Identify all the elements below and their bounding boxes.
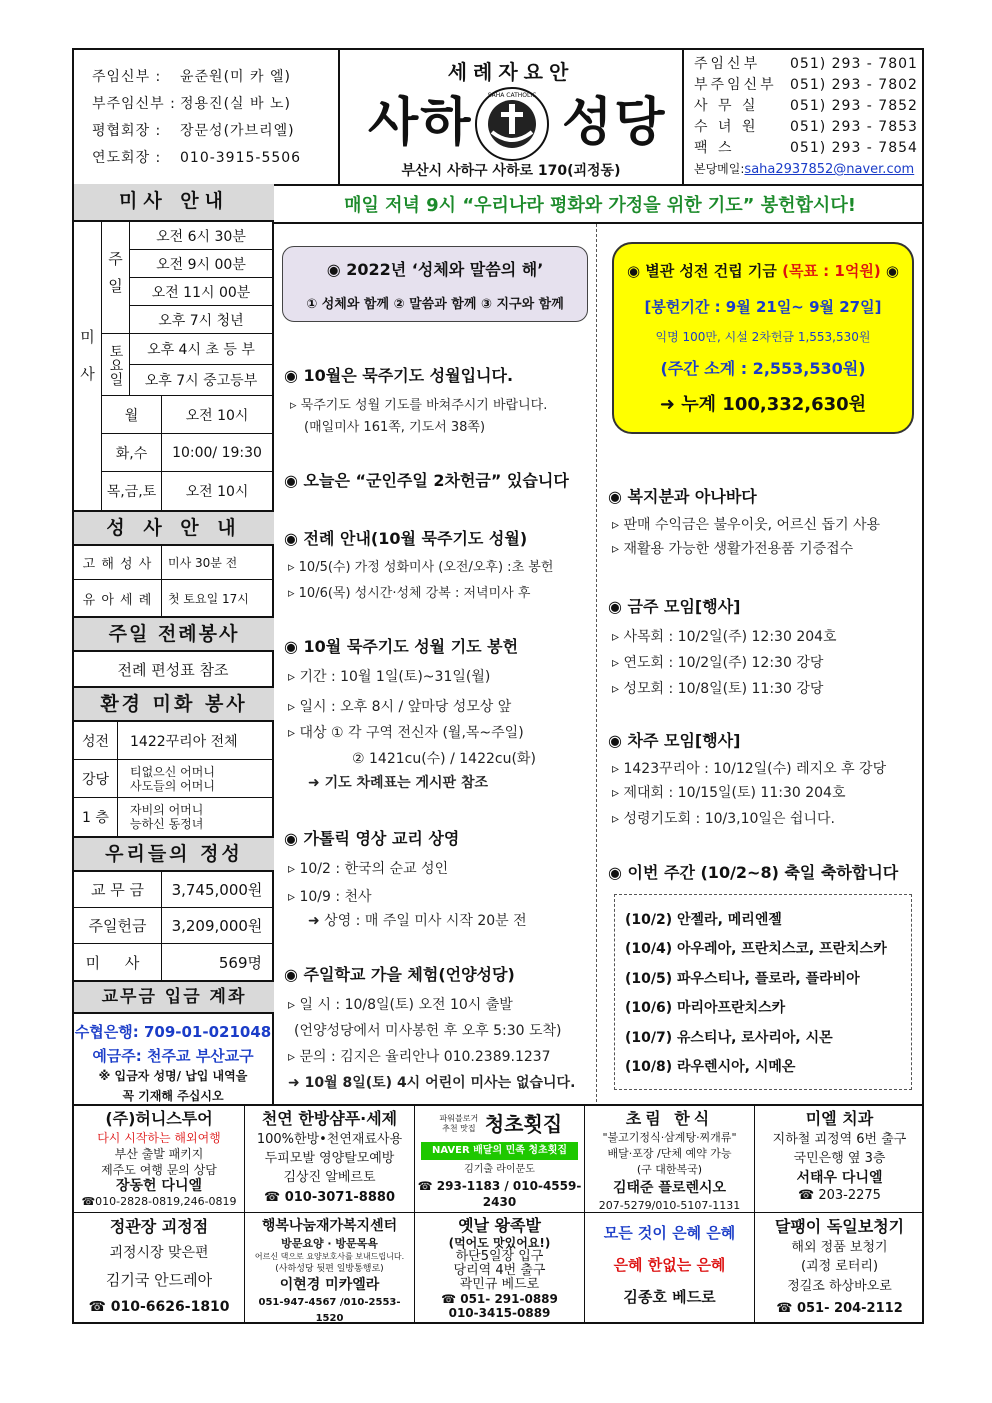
weekday-time: 오전 10시 <box>162 396 272 434</box>
label: 연도회장 : <box>92 150 162 166</box>
weekday-time: 오전 10시 <box>185 484 249 500</box>
notice-text: ▹ 일 시 : 10/8일(토) 오전 10시 출발 <box>288 997 513 1013</box>
divider <box>74 1212 924 1213</box>
ad-owner: 장동헌 다니엘 <box>115 1178 203 1194</box>
meeting-item: ▹ 제대회 : 10/15일(토) 11:30 204호 <box>612 785 846 801</box>
ad-title: 미엘 치과 <box>805 1109 874 1128</box>
mass-time: 오전 6시 30분 <box>130 222 272 250</box>
meeting-item: ▹ 연도회 : 10/2일(주) 12:30 강당 <box>612 655 824 671</box>
ad-line: 해외 정품 보청기 <box>791 1240 888 1255</box>
liturgy-guide-heading: ◉ 전례 안내(10월 묵주기도 성월) <box>284 529 528 548</box>
value: 윤준원(미 카 엘) <box>180 69 291 85</box>
ad-line: "불고기정식·삼계탕·찌개류" <box>602 1131 737 1144</box>
ad-phone: ☎ 293-1183 / 010-4559-2430 <box>417 1179 582 1209</box>
ad-jeonggwanjang <box>74 1216 244 1324</box>
account-note: 꼭 기재해 주십시오 <box>122 1088 224 1103</box>
contact-row <box>694 54 924 75</box>
feast-item: (10/4) 아우레아, 프란치스코, 프란치스카 <box>625 941 887 957</box>
ad-hearing-aid <box>755 1216 924 1324</box>
feast-item: (10/6) 마리아프란치스카 <box>625 1000 786 1016</box>
ad-grace <box>585 1216 754 1324</box>
ad-shampoo <box>245 1108 414 1212</box>
church-logo-icon <box>474 86 550 162</box>
header-title <box>340 50 684 184</box>
ad-pork-feet <box>415 1216 584 1324</box>
year-theme-subtitle: ① 성체와 함께 ② 말씀과 함께 ③ 지구와 함께 <box>306 297 564 312</box>
mass-time: 오전 9시 00분 <box>130 250 272 278</box>
label: 팩 스 <box>694 140 735 156</box>
notice-text: ➜ 상영 : 매 주일 미사 시작 20분 전 <box>308 913 527 929</box>
feast-day-heading: ◉ 이번 주간 (10/2~8) 축일 축하합니다 <box>608 863 899 882</box>
ad-line: 당리역 4번 출구 <box>453 1263 546 1278</box>
notice-text: (매일미사 161쪽, 기도서 38쪽) <box>304 420 486 435</box>
label: 부주임신부 : <box>92 96 176 112</box>
ad-line: 하단5일장 입구 <box>455 1249 544 1264</box>
notice-text: ➜ 10월 8일(토) 4시 어린이 미사는 없습니다. <box>288 1075 576 1091</box>
military-sunday-heading: ◉ 오늘은 “군인주일 2차헌금” 있습니다 <box>284 471 569 490</box>
ad-line: 두피모발 영양탈모예방 <box>264 1151 395 1166</box>
fund-end-mark: ◉ <box>885 262 900 280</box>
ad-line: 지하철 괴정역 6번 출구 <box>772 1132 907 1147</box>
ad-cheongcho <box>415 1108 584 1212</box>
catechism-video-heading: ◉ 가톨릭 영상 교리 상영 <box>284 829 460 848</box>
ad-title: 모든 것이 은혜 은혜 <box>603 1224 736 1242</box>
env-team: 티없으신 어머니 사도들의 어머니 <box>118 760 272 798</box>
ad-line: 배달·포장 /단체 예약 가능 <box>607 1147 732 1160</box>
ad-title: 옛날 왕족발 <box>458 1216 541 1235</box>
value: 051) 293 - 7801 <box>790 56 918 72</box>
sacrament-name: 유 아 세 례 <box>74 580 162 616</box>
offering-label: 주일헌금 <box>74 908 162 944</box>
env-section-title: 환경 미화 봉사 <box>74 686 274 722</box>
ad-line: 부산 출발 패키지 <box>114 1147 204 1161</box>
saturday-label <box>102 334 130 396</box>
ad-chorim <box>585 1108 754 1212</box>
notice-text: ▹ 문의 : 김지은 율리안나 010.2389.1237 <box>288 1049 551 1065</box>
sunday-label-text: 주일 <box>106 250 124 305</box>
label: 부주임신부 <box>694 77 777 93</box>
patron-name: 세례자요안 <box>447 60 575 84</box>
ad-phone: ☎ 010-3071-8880 <box>263 1190 395 1205</box>
label: 평협회장 : <box>92 123 162 139</box>
rosary-month-heading: ◉ 10월은 묵주기도 성월입니다. <box>284 366 514 385</box>
notice-text: (언양성당에서 미사봉헌 후 오후 5:30 도착) <box>294 1023 562 1039</box>
feast-item: (10/7) 유스티나, 로사리아, 시몬 <box>625 1030 833 1046</box>
ad-line: 은혜 한없는 은혜 <box>613 1256 726 1274</box>
ad-line: (괴정 로터리) <box>800 1259 879 1274</box>
title-right: 성당 <box>562 93 667 153</box>
value: 051) 293 - 7853 <box>790 119 918 135</box>
offering-value: 3,209,000원 <box>162 908 272 944</box>
value: 장문성(가브리엘) <box>180 123 295 139</box>
offering-value: 3,745,000원 <box>162 872 272 908</box>
contact-row <box>694 75 924 96</box>
fund-goal: (목표 : 1억원) <box>782 262 881 280</box>
liturgy-text: 전례 편성표 참조 <box>117 660 229 679</box>
label: 주임신부 : <box>92 69 162 85</box>
ad-title: 행복나눔재가복지센터 <box>261 1218 398 1234</box>
fund-title-text: ◉ 별관 성전 건립 기금 <box>626 262 777 280</box>
ad-line: 어르신 댁으로 요양보호사를 보내드립니다. <box>254 1252 405 1261</box>
ad-phone: 010-3415-0889 <box>448 1306 551 1320</box>
clergy-row <box>92 91 338 118</box>
meeting-item: ▹ 1423꾸리아 : 10/12일(수) 레지오 후 강당 <box>612 761 887 777</box>
ad-miel-dental <box>755 1108 924 1212</box>
church-address: 부산시 사하구 사하로 170(괴정동) <box>401 163 621 179</box>
ad-line: 김기출 라이문도 <box>464 1164 535 1175</box>
notice-text: ▹ 대상 ① 각 구역 전신자 (월,목~주일) <box>288 725 524 741</box>
ad-phone: 051-947-4567 /010-2553-1520 <box>258 1297 401 1324</box>
offering-label: 교 무 금 <box>74 872 162 908</box>
ad-line: (먹어도 맛있어요!) <box>448 1236 551 1250</box>
contact-row <box>694 96 924 117</box>
fund-weekly: (주간 소계 : 2,553,530원) <box>660 359 866 378</box>
fund-title <box>614 260 912 281</box>
offering-label: 미 사 <box>74 944 162 980</box>
notice-text: ▹ 10/2 : 한국의 순교 성인 <box>288 861 449 877</box>
ad-title: (주)허니스투어 <box>105 1109 213 1128</box>
notice-text: ▹ 판매 수익금은 불우이웃, 어르신 돕기 사용 <box>612 517 881 533</box>
sacrament-time: 첫 토요일 17시 <box>168 591 249 606</box>
ad-owner: 김태준 플로렌시오 <box>612 1180 727 1196</box>
ad-phone: ☎ 203-2275 <box>798 1188 881 1203</box>
fund-total: ➜ 누계 100,332,630원 <box>659 394 867 415</box>
ad-phone: 207-5279/010-5107-1131 <box>598 1199 741 1212</box>
feast-item: (10/5) 파우스티나, 플로라, 플라비아 <box>625 971 860 987</box>
ad-owner: 이현경 미카엘라 <box>279 1277 380 1293</box>
column-divider <box>596 224 597 1102</box>
saturday-label-text: 토요일 <box>107 343 124 386</box>
ad-owner: 김기국 안드레아 <box>105 1271 213 1289</box>
mass-label <box>74 222 102 510</box>
header-clergy <box>74 50 340 184</box>
clergy-row <box>92 118 338 145</box>
meeting-item: ▹ 성령기도회 : 10/3,10일은 쉽니다. <box>612 811 835 827</box>
notice-text: ▹ 기간 : 10월 1일(토)~31일(월) <box>288 669 491 685</box>
ad-line: 다시 시작하는 해외여행 <box>97 1131 221 1145</box>
fund-period: [봉헌기간 : 9월 21일~ 9월 27일] <box>644 298 882 316</box>
svg-text:SAHA CATHOLIC: SAHA CATHOLIC <box>487 92 537 99</box>
meeting-item: ▹ 사목회 : 10/2일(주) 12:30 204호 <box>612 629 837 645</box>
ad-line: (사하성당 뒷편 일방통행로) <box>275 1264 384 1274</box>
email-row <box>694 159 924 180</box>
notice-text: ▹ 10/9 : 천사 <box>288 889 372 905</box>
ad-welfare-center <box>245 1216 414 1324</box>
notice-text: ▹ 10/6(목) 성시간·성체 강복 : 저녁미사 후 <box>288 586 531 601</box>
ad-phone: ☎ 051- 204-2112 <box>776 1301 903 1316</box>
ad-header <box>415 1108 584 1140</box>
next-week-meetings-heading: ◉ 차주 모임[행사] <box>608 731 741 750</box>
sacrament-section-title: 성 사 안 내 <box>74 510 274 546</box>
notice-text: ▹ 묵주기도 성월 기도를 바쳐주시기 바랍니다. <box>290 398 548 413</box>
env-team: 1422꾸리아 전체 <box>118 722 272 760</box>
ad-phone: ☎010-2828-0819,246-0819 <box>81 1195 237 1208</box>
value: 정용진(실 바 노) <box>180 96 291 112</box>
ad-title: 천연 한방샴푸·세제 <box>261 1109 398 1128</box>
sacrament-time: 미사 30분 전 <box>162 546 272 580</box>
weekday: 화,수 <box>102 434 162 472</box>
divider <box>74 1104 924 1106</box>
ad-phone: ☎ 010-6626-1810 <box>88 1299 230 1315</box>
mass-section-title: 미사 안내 <box>74 184 274 222</box>
ad-line: 방문요양 · 방문목욕 <box>281 1237 378 1250</box>
this-week-meetings-heading: ◉ 금주 모임[행사] <box>608 597 741 616</box>
ad-line: 괴정시장 맞은편 <box>109 1245 209 1261</box>
building-fund-box <box>612 242 914 434</box>
label: 주임신부 <box>694 56 761 72</box>
ad-line: NAVER 배달의 민족 청초횟집 <box>421 1142 578 1160</box>
ad-owner: 김종호 베드로 <box>623 1288 716 1306</box>
contact-row <box>694 117 924 138</box>
ad-owner: 곽민규 베드로 <box>459 1277 540 1292</box>
year-theme-box <box>282 246 588 322</box>
account-holder: 예금주: 천주교 부산교구 <box>92 1046 254 1065</box>
notice-text: ▹ 일시 : 오후 8시 / 앞마당 성모상 앞 <box>288 699 512 715</box>
value: 051) 293 - 7802 <box>790 77 918 93</box>
header-contacts <box>684 50 924 184</box>
ad-line: (구 대한복국) <box>636 1163 703 1176</box>
feast-item: (10/8) 라우렌시아, 시메온 <box>625 1059 796 1075</box>
env-place: 강당 <box>74 760 118 798</box>
ad-title: 청초횟집 <box>484 1112 563 1136</box>
meeting-item: ▹ 성모회 : 10/8일(토) 11:30 강당 <box>612 681 824 697</box>
ad-honey-tour <box>74 1108 244 1212</box>
ad-title: 초림 한식 <box>625 1109 714 1128</box>
mass-time: 오후 4시 초 등 부 <box>130 334 272 365</box>
feast-item: (10/2) 안젤라, 메리엔젤 <box>625 912 782 928</box>
ad-line: 100%한방•천연재료사용 <box>256 1132 403 1147</box>
email-link[interactable]: saha2937852@naver.com <box>744 162 915 177</box>
divider <box>274 222 924 224</box>
label: 수 녀 원 <box>694 119 759 135</box>
mass-time: 오후 7시 중고등부 <box>130 365 272 396</box>
title-left: 사하 <box>368 93 473 153</box>
env-team: 자비의 어머니 능하신 동정녀 <box>130 803 204 831</box>
clergy-row <box>92 145 338 172</box>
account-note: ※ 입금자 성명/ 납입 내역을 <box>98 1068 248 1083</box>
mass-time: 오전 11시 00분 <box>130 278 272 306</box>
contact-row <box>694 138 924 159</box>
ad-phone: ☎ 051- 291-0889 <box>441 1292 558 1306</box>
fund-detail: 익명 100만, 시설 2차헌금 1,553,530원 <box>655 330 871 344</box>
email-label: 본당메일: <box>694 162 745 176</box>
ad-title: 달팽이 독일보청기 <box>774 1217 905 1236</box>
ad-line: 국민은행 옆 3층 <box>793 1151 886 1166</box>
ad-title: 정관장 괴정점 <box>109 1217 209 1236</box>
ad-line <box>415 1210 584 1212</box>
weekday-time: 10:00/ 19:30 <box>162 434 272 472</box>
value: 051) 293 - 7854 <box>790 140 918 156</box>
mass-time: 오후 7시 청년 <box>130 306 272 334</box>
clergy-row <box>92 64 338 91</box>
offering-value: 569명 <box>218 953 262 972</box>
weekday: 월 <box>102 396 162 434</box>
liturgy-section-title: 주일 전례봉사 <box>74 616 274 652</box>
env-place: 1 층 <box>74 798 118 836</box>
notice-text: ② 1421cu(수) / 1422cu(화) <box>352 751 536 767</box>
rosary-prayer-heading: ◉ 10월 묵주기도 성월 기도 봉헌 <box>284 637 519 656</box>
sunday-school-heading: ◉ 주일학교 가을 체험(언양성당) <box>284 965 515 984</box>
env-place: 성전 <box>74 722 118 760</box>
sunday-label <box>102 222 130 334</box>
bulletin-page <box>72 48 924 1324</box>
value: 051) 293 - 7852 <box>790 98 918 114</box>
ad-line: 제주도 여행 문의 상담 <box>101 1163 217 1177</box>
ad-line: 파워블로거 추천 맛집 <box>439 1114 479 1133</box>
weekday: 목,금,토 <box>102 472 162 510</box>
ad-owner: 김상진 알베르토 <box>283 1170 376 1185</box>
notice-text: ➜ 기도 차례표는 게시판 참조 <box>308 775 488 791</box>
sacrament-name: 고 해 성 사 <box>74 546 162 580</box>
ad-owner: 정길조 하상바오로 <box>787 1279 892 1294</box>
account-section-title: 교무금 입금 계좌 <box>74 980 274 1014</box>
notice-text: ▹ 10/5(수) 가정 성화미사 (오전/오후) :초 봉헌 <box>288 560 554 575</box>
offering-section-title: 우리들의 정성 <box>74 836 274 872</box>
year-theme-title: ◉ 2022년 ‘성체와 말씀의 해’ <box>326 260 544 279</box>
notice-text: ▹ 재활용 가능한 생활가전용품 기증접수 <box>612 541 854 557</box>
ad-owner: 서태우 다니엘 <box>796 1170 883 1186</box>
bank-account: 수협은행: 709-01-021048 <box>74 1022 272 1041</box>
label: 사 무 실 <box>694 98 759 114</box>
mass-label-text: 미사 <box>78 329 96 403</box>
value: 010-3915-5506 <box>180 150 302 166</box>
feast-day-box <box>614 894 912 1090</box>
welfare-heading: ◉ 복지분과 아나바다 <box>608 487 757 506</box>
prayer-banner: 매일 저녁 9시 “우리나라 평화와 가정을 위한 기도” 봉헌합시다! <box>344 195 856 216</box>
